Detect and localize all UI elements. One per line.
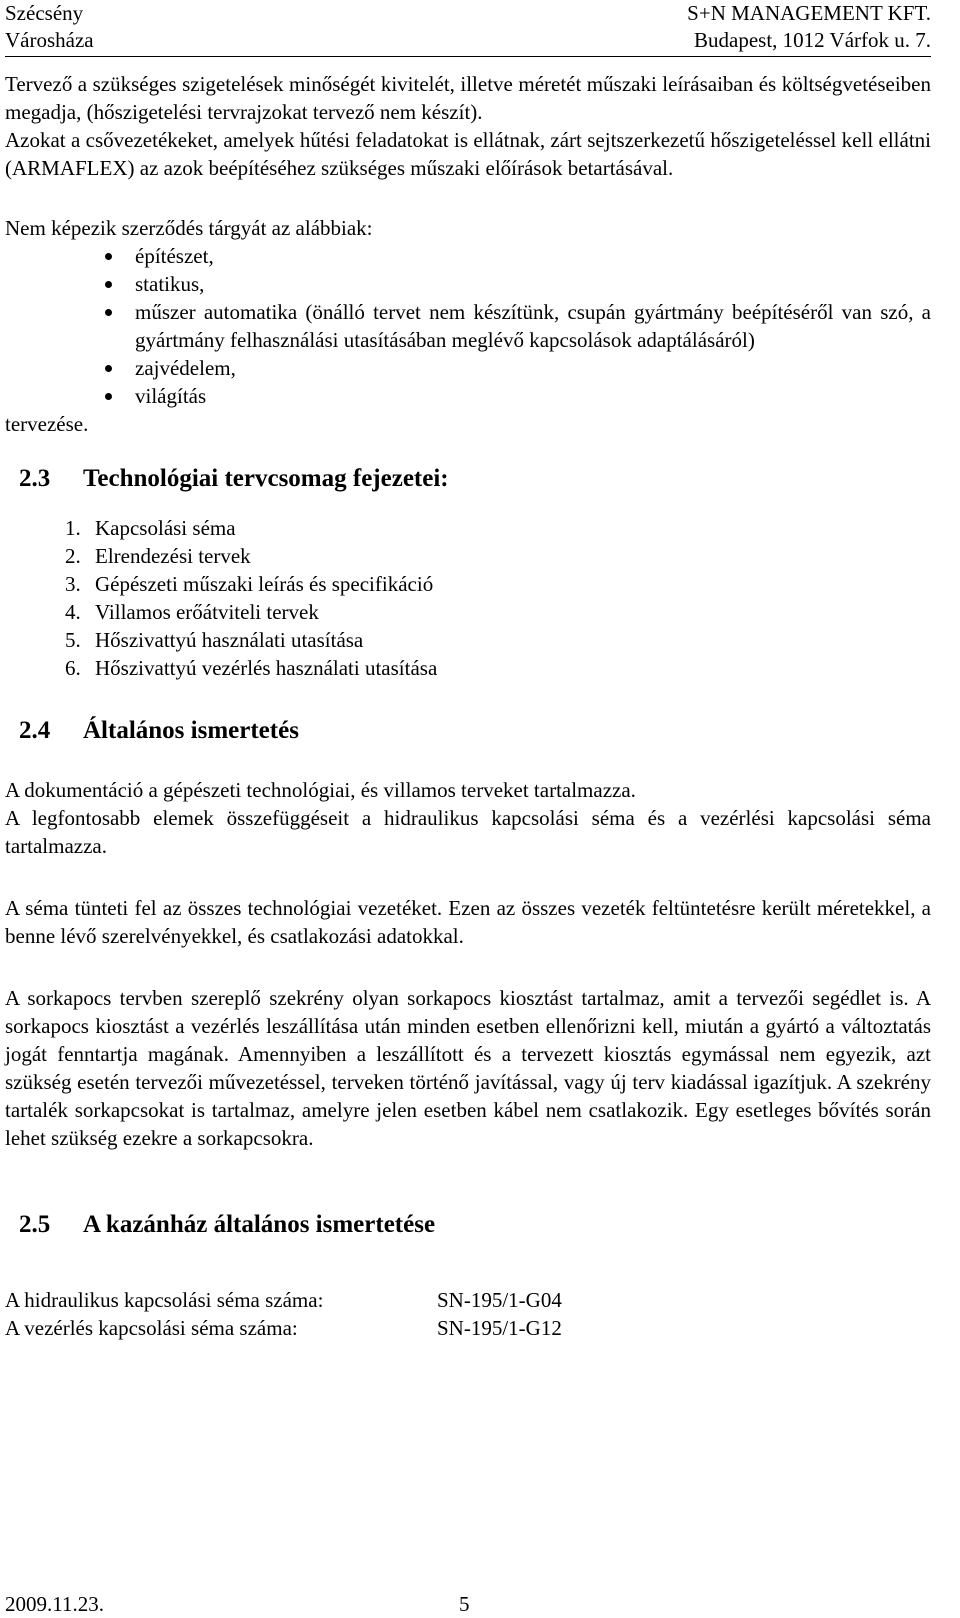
header-divider <box>5 56 931 57</box>
item-number: 2. <box>65 544 81 568</box>
chapters-list <box>5 514 931 682</box>
list-item <box>5 654 931 682</box>
general-paragraph-4: A sorkapocs tervben szereplő szekrény olyan sorkapocs kiosztást tartalmaz, amit a tervezői segédlet is. A sorkapocs kiosztást a vezérlés leszállítása után minden esetben ellenőrizni kell, miután a gyártó a változtatás jogát fenntartja magának. Amennyiben a leszállított és a tervezett kiosztás egymással nem egyezik, azt szükség esetén tervezői művezetéssel, terveken történő javítással, vagy új terv kiadással igazítjuk. A szekrény tartalék sorkapcsokat is tartalmaz, amelyre jelen esetben kábel nem csatlakozik. Egy esetleges bővítés során lehet szükség ezekre a sorkapcsokra. <box>5 986 931 1150</box>
scheme-value: SN-195/1-G12 <box>437 1316 562 1340</box>
list-item <box>5 514 931 542</box>
item-text: Hőszivattyú használati utasítása <box>95 628 364 652</box>
list-item <box>5 626 931 654</box>
item-number: 3. <box>65 572 81 596</box>
section-title: Technológiai tervcsomag fejezetei: <box>83 465 449 492</box>
header-right <box>687 0 931 54</box>
exclusions-tail: tervezése. <box>5 412 89 436</box>
header-left <box>5 0 94 54</box>
list-item <box>5 598 931 626</box>
list-item: építészet, <box>5 242 931 270</box>
list-item: zajvédelem, <box>5 354 931 382</box>
item-number: 5. <box>65 628 81 652</box>
scheme-numbers <box>5 1286 931 1342</box>
list-item: műszer automatika (önálló tervet nem készítünk, csupán gyártmány beépítéséről van szó, a gyártmány felhasználási utasításában meglévő kapcsolások adaptálásáról) <box>5 298 931 354</box>
header-address: Budapest, 1012 Várfok u. 7. <box>694 28 931 52</box>
list-item <box>5 542 931 570</box>
page-number: 5 <box>459 1592 470 1616</box>
item-text: Elrendezési tervek <box>95 544 251 568</box>
section-heading-2-3 <box>5 464 931 494</box>
exclusions-list <box>5 242 931 410</box>
intro-paragraph-2: Azokat a csővezetékeket, amelyek hűtési feladatokat is ellátnak, zárt sejtszerkezetű hőszigeteléssel kell ellátni (ARMAFLEX) az azok beépítéséhez szükséges műszaki előírások betartásával. <box>5 128 931 180</box>
scheme-label: A vezérlés kapcsolási séma száma: <box>5 1316 298 1340</box>
general-paragraph-3: A séma tünteti fel az összes technológiai vezetéket. Ezen az összes vezeték feltüntetésre került méretekkel, a benne lévő szerelvényekkel, és csatlakozási adatokkal. <box>5 896 931 948</box>
scheme-label: A hidraulikus kapcsolási séma száma: <box>5 1288 324 1312</box>
intro-paragraph-1: Tervező a szükséges szigetelések minőségét kivitelét, illetve méretét műszaki leírásaiban és költségvetéseiben megadja, (hőszigetelési tervrajzokat tervező nem készít). <box>5 72 931 124</box>
document-page <box>5 0 931 1342</box>
item-text: Gépészeti műszaki leírás és specifikáció <box>95 572 434 596</box>
header-building: Városháza <box>5 28 94 52</box>
section-title: A kazánház általános ismertetése <box>83 1211 436 1238</box>
scheme-row <box>5 1314 931 1342</box>
item-number: 1. <box>65 516 81 540</box>
section-heading-2-5 <box>5 1210 931 1240</box>
exclusions-lead: Nem képezik szerződés tárgyát az alábbiak: <box>5 216 373 240</box>
scheme-value: SN-195/1-G04 <box>437 1288 562 1312</box>
section-number: 2.4 <box>19 717 51 744</box>
section-heading-2-4 <box>5 716 931 746</box>
item-number: 4. <box>65 600 81 624</box>
scheme-row <box>5 1286 931 1314</box>
header-company: S+N MANAGEMENT KFT. <box>687 1 931 25</box>
item-text: Kapcsolási séma <box>95 516 236 540</box>
section-title: Általános ismertetés <box>83 717 299 744</box>
general-paragraph-2: A legfontosabb elemek összefüggéseit a hidraulikus kapcsolási séma és a vezérlési kapcsolási séma tartalmazza. <box>5 806 931 858</box>
list-item <box>5 570 931 598</box>
general-paragraph-1: A dokumentáció a gépészeti technológiai, és villamos terveket tartalmazza. <box>5 778 636 802</box>
section-number: 2.5 <box>19 1211 51 1238</box>
item-number: 6. <box>65 656 81 680</box>
footer-date: 2009.11.23. <box>5 1592 104 1616</box>
item-text: Hőszivattyú vezérlés használati utasítása <box>95 656 438 680</box>
list-item: világítás <box>5 382 931 410</box>
list-item: statikus, <box>5 270 931 298</box>
header-location: Szécsény <box>5 1 84 25</box>
section-number: 2.3 <box>19 465 51 492</box>
page-header <box>5 0 931 56</box>
item-text: Villamos erőátviteli tervek <box>95 600 319 624</box>
